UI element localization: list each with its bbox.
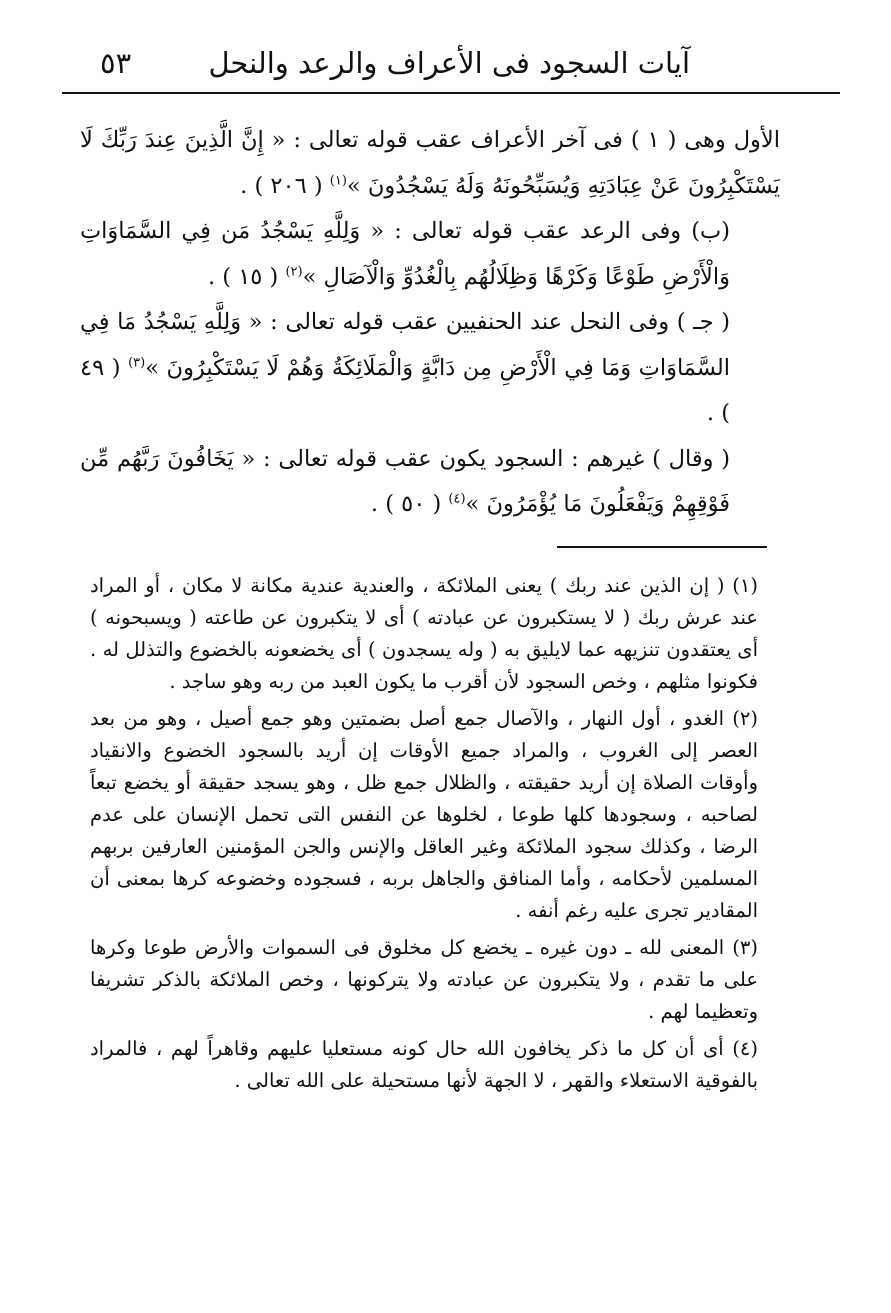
page-header — [62, 42, 840, 94]
footnote-ref: (٣) — [128, 355, 146, 370]
footnote-4: (٤) أى أن كل ما ذكر يخافون الله حال كونه مستعليا عليهم وقاهراً لهم ، فالمراد بالفوقية الاستعلاء والقهر ، لا الجهة لأنها مستحيلة على الله تعالى . — [90, 1037, 758, 1092]
page-number: ٥٣ — [100, 46, 132, 80]
main-text — [80, 118, 780, 528]
verse-text: ( جـ ) وفى النحل عند الحنفيين عقب قوله تعالى : « وَلِلَّهِ يَسْجُدُ مَا فِي السَّمَاوَاتِ وَمَا فِي الْأَرْضِ مِن دَابَّةٍ وَالْمَلَائِكَةُ وَهُمْ لَا يَسْتَكْبِرُونَ » — [80, 309, 730, 381]
paragraph-nahl — [80, 300, 780, 437]
verse-text: ( وقال ) غيرهم : السجود يكون عقب قوله تعالى : « يَخَافُونَ رَبَّهُم مِّن فَوْقِهِمْ وَيَفْعَلُونَ مَا يُؤْمَرُونَ » — [80, 445, 730, 517]
running-title: آيات السجود فى الأعراف والرعد والنحل — [208, 46, 690, 80]
footnotes — [90, 570, 780, 1102]
footnote-2: (٢) الغدو ، أول النهار ، والآصال جمع أصل بضمتين وهو جمع أصيل ، وهو من بعد العصر إلى الغروب ، والمراد جميع الأوقات إن أريد بالسجود الخضوع والانقياد وأوقات الصلاة إن أريد حقيقته ، والظلال جمع ظل ، وهو يسجد حقيقة أو يخضع تبعاً لصاحبه ، وسجودها كلها طوعا ، لخلوها عن النفس التى تحمل الإنسان على عدم الرضا ، وكذلك سجود الملائكة وغير العاقل والإنس والجن المؤمنين العارفين بربهم المسلمين لأحكامه ، وأما المنافق والجاهل بربه ، فسجوده وخضوعه كرها بمعنى أن المقادير تجرى عليه رغم أنفه . — [90, 707, 758, 922]
footnote-ref: (١) — [329, 173, 347, 188]
footnote-1: (١) ( إن الذين عند ربك ) يعنى الملائكة ، والعندية عندية مكانة لا مكان ، أو المراد عند عرش ربك ( لا يستكبرون عن عبادته ) أى لا يتكبرون عن طاعته ( ويسبحونه ) أى يعتقدون تنزيهه عما لايليق به ( وله يسجدون ) أى يخضعونه بالخضوع والتذلل له . فكونوا مثلهم ، وخص السجود لأن أقرب ما يكون العبد من ربه وهو ساجد . — [90, 574, 758, 693]
verse-number: ( ٢٠٦ ) . — [240, 172, 330, 199]
verse-text: الأول وهى ( ١ ) فى آخر الأعراف عقب قوله تعالى : « إِنَّ الَّذِينَ عِندَ رَبِّكَ لَا يَسْتَكْبِرُونَ عَنْ عِبَادَتِهِ وَيُسَبِّحُونَهُ وَلَهُ يَسْجُدُونَ » — [80, 127, 780, 199]
footnote-ref: (٤) — [448, 491, 466, 507]
paragraph-araf — [80, 118, 780, 209]
paragraph-raad — [80, 209, 780, 300]
verse-number: ( ١٥ ) . — [207, 263, 286, 290]
verse-number: ( ٥٠ ) . — [370, 491, 449, 517]
paragraph-others — [80, 437, 780, 528]
verse-text: (ب) وفى الرعد عقب قوله تعالى : « وَلِلَّهِ يَسْجُدُ مَن فِي السَّمَاوَاتِ وَالْأَرْضِ طَوْعًا وَكَرْهًا وَظِلَالُهُم بِالْغُدُوِّ وَالْآصَالِ » — [80, 218, 730, 290]
verse-number: ( ٤٩ ) . — [80, 354, 730, 426]
footnote-divider — [557, 546, 767, 548]
footnote-ref: (٢) — [285, 264, 303, 279]
footnote-3: (٣) المعنى لله ـ دون غيره ـ يخضع كل مخلوق فى السموات والأرض طوعا وكرها على ما تقدم ، ولا يتكبرون عن عبادته ولا يتركونها ، وخص الملائكة بالذكر تشريفا وتعظيما لهم . — [90, 936, 758, 1023]
